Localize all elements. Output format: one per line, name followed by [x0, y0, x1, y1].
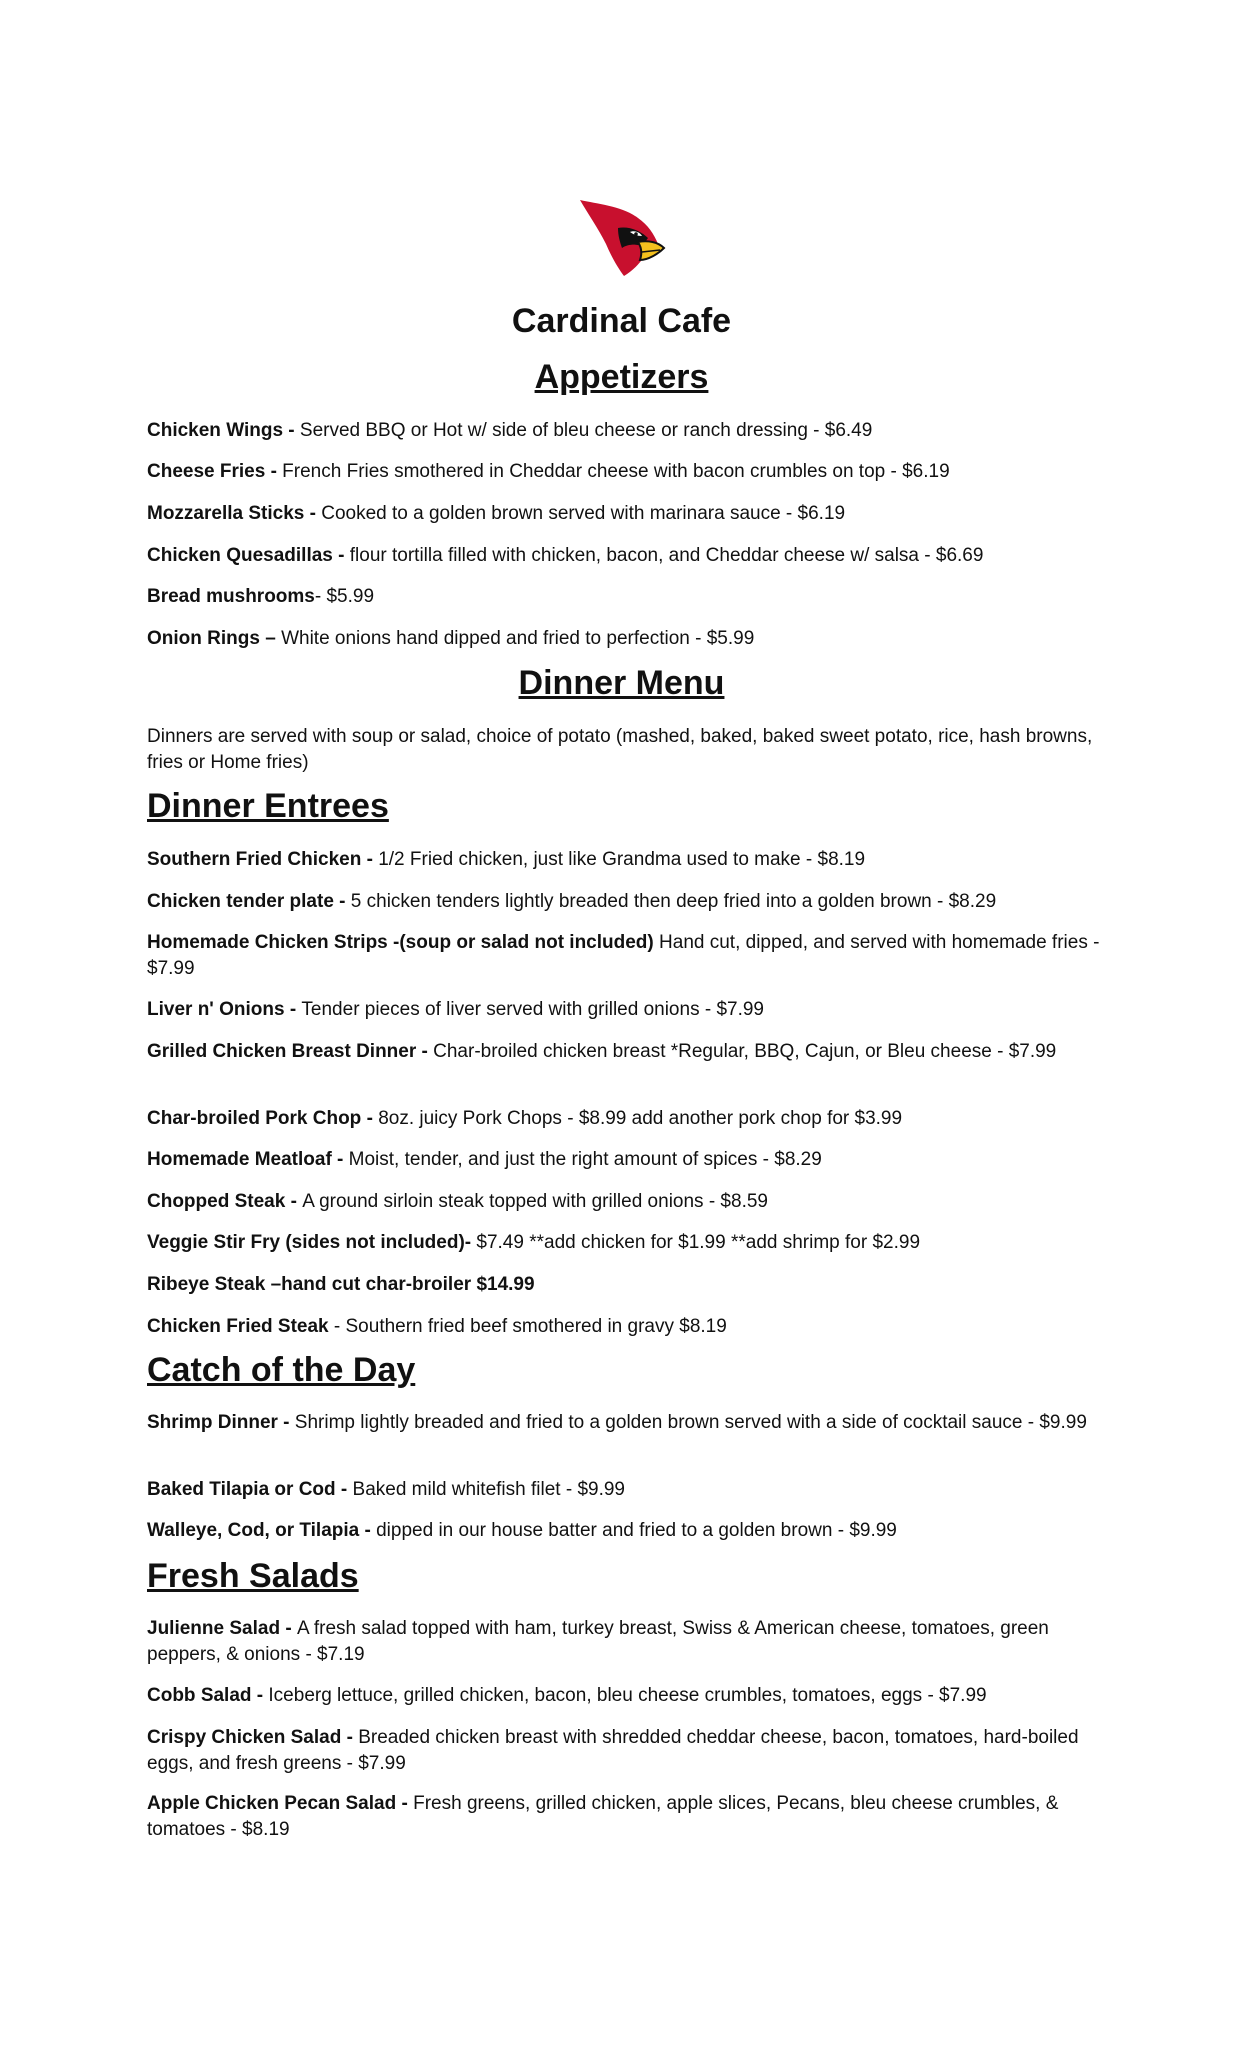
item-description: Char-broiled chicken breast *Regular, BBQ, Cajun, or Bleu cheese - $7.99	[433, 1041, 1057, 1062]
menu-item	[147, 1147, 1107, 1173]
menu-item	[147, 1477, 1107, 1503]
item-description: 1/2 Fried chicken, just like Grandma used to make - $8.19	[378, 849, 866, 870]
menu-item	[147, 459, 1107, 485]
item-name: Homemade Meatloaf -	[147, 1149, 349, 1170]
menu-item	[147, 930, 1107, 982]
menu-item	[147, 418, 1107, 444]
menu-item	[147, 1725, 1107, 1777]
item-name: Chicken Quesadillas -	[147, 545, 350, 566]
item-description: A fresh salad topped with ham, turkey breast, Swiss & American cheese, tomatoes, green peppers, & onions - $7.19	[147, 1618, 1049, 1665]
item-name: Chicken Wings -	[147, 420, 300, 441]
item-name: Baked Tilapia or Cod -	[147, 1479, 353, 1500]
item-description: Hand cut, dipped, and served with homemade fries - $7.99	[147, 932, 1100, 979]
item-name: Chicken tender plate -	[147, 891, 351, 912]
item-name: Mozzarella Sticks -	[147, 503, 322, 524]
dinner-menu-heading: Dinner Menu	[518, 664, 725, 702]
item-description: - Southern fried beef smothered in gravy $8.19	[333, 1316, 727, 1337]
item-name: Cobb Salad -	[147, 1685, 269, 1706]
menu-item	[147, 1230, 1107, 1256]
fresh-salads-heading: Fresh Salads	[147, 1557, 359, 1595]
menu-item	[147, 1683, 1107, 1709]
item-description: dipped in our house batter and fried to a golden brown - $9.99	[376, 1520, 897, 1541]
item-name: Homemade Chicken Strips -(soup or salad not included)	[147, 932, 660, 953]
menu-item	[147, 1518, 1107, 1544]
item-description: - $5.99	[314, 586, 375, 607]
item-description: Shrimp lightly breaded and fried to a golden brown served with a side of cocktail sauce - $9.99	[294, 1412, 1087, 1433]
menu-item	[147, 1272, 1107, 1298]
item-name: Apple Chicken Pecan Salad -	[147, 1793, 414, 1814]
item-description: Fresh greens, grilled chicken, apple slices, Pecans, bleu cheese crumbles, & tomatoes - $8.19	[147, 1793, 1059, 1840]
item-name: Crispy Chicken Salad -	[147, 1727, 359, 1748]
cafe-name: Cardinal Cafe	[511, 302, 732, 340]
item-name: Liver n' Onions -	[147, 999, 302, 1020]
menu-item	[147, 1106, 1107, 1132]
menu-item	[147, 847, 1107, 873]
item-description: Served BBQ or Hot w/ side of bleu cheese or ranch dressing - $6.49	[299, 420, 873, 441]
cardinal-bird-logo-icon	[578, 198, 666, 278]
appetizers-heading: Appetizers	[534, 358, 709, 396]
menu-item	[147, 626, 1107, 652]
menu-item	[147, 1616, 1107, 1668]
item-description: Baked mild whitefish filet - $9.99	[352, 1479, 625, 1500]
menu-item	[147, 543, 1107, 569]
item-description: Iceberg lettuce, grilled chicken, bacon, bleu cheese crumbles, tomatoes, eggs - $7.99	[268, 1685, 987, 1706]
item-description: $7.49 **add chicken for $1.99 **add shrimp for $2.99	[476, 1232, 921, 1253]
menu-item	[147, 1410, 1107, 1436]
menu-item	[147, 1189, 1107, 1215]
menu-item	[147, 1791, 1107, 1843]
item-description: Breaded chicken breast with shredded cheddar cheese, bacon, tomatoes, hard-boiled eggs, and fresh greens - $7.99	[147, 1727, 1079, 1774]
item-name: Chicken Fried Steak	[147, 1316, 334, 1337]
item-name: Southern Fried Chicken -	[147, 849, 379, 870]
item-description: A ground sirloin steak topped with grilled onions - $8.59	[302, 1191, 768, 1212]
menu-item	[147, 1039, 1107, 1065]
menu-item	[147, 584, 1107, 610]
menu-item	[147, 997, 1107, 1023]
item-description: 8oz. juicy Pork Chops - $8.99 add another pork chop for $3.99	[378, 1108, 903, 1129]
item-description: Cooked to a golden brown served with marinara sauce - $6.19	[321, 503, 846, 524]
item-name: Ribeye Steak –hand cut char-broiler $14.99	[147, 1274, 535, 1295]
item-name: Julienne Salad -	[147, 1618, 297, 1639]
item-description: 5 chicken tenders lightly breaded then deep fried into a golden brown - $8.29	[350, 891, 997, 912]
item-description: Tender pieces of liver served with grilled onions - $7.99	[301, 999, 764, 1020]
item-name: Char-broiled Pork Chop -	[147, 1108, 379, 1129]
item-description: Moist, tender, and just the right amount of spices - $8.29	[348, 1149, 822, 1170]
item-name: Grilled Chicken Breast Dinner -	[147, 1041, 434, 1062]
dinner-entrees-heading: Dinner Entrees	[147, 787, 389, 825]
item-description: flour tortilla filled with chicken, bacon, and Cheddar cheese w/ salsa - $6.69	[349, 545, 984, 566]
item-name: Veggie Stir Fry (sides not included)-	[147, 1232, 477, 1253]
item-name: Walleye, Cod, or Tilapia -	[147, 1520, 377, 1541]
menu-item	[147, 1314, 1107, 1340]
item-description: White onions hand dipped and fried to perfection - $5.99	[281, 628, 755, 649]
item-name: Chopped Steak -	[147, 1191, 303, 1212]
item-name: Shrimp Dinner -	[147, 1412, 295, 1433]
dinner-note: Dinners are served with soup or salad, choice of potato (mashed, baked, baked sweet potato, rice, hash browns, fries or Home fries)	[147, 726, 1093, 773]
item-description: French Fries smothered in Cheddar cheese with bacon crumbles on top - $6.19	[282, 461, 950, 482]
item-name: Bread mushrooms	[147, 586, 315, 607]
catch-of-the-day-heading: Catch of the Day	[147, 1351, 416, 1389]
menu-item	[147, 889, 1107, 915]
item-name: Onion Rings –	[147, 628, 282, 649]
menu-item	[147, 501, 1107, 527]
item-name: Cheese Fries -	[147, 461, 283, 482]
